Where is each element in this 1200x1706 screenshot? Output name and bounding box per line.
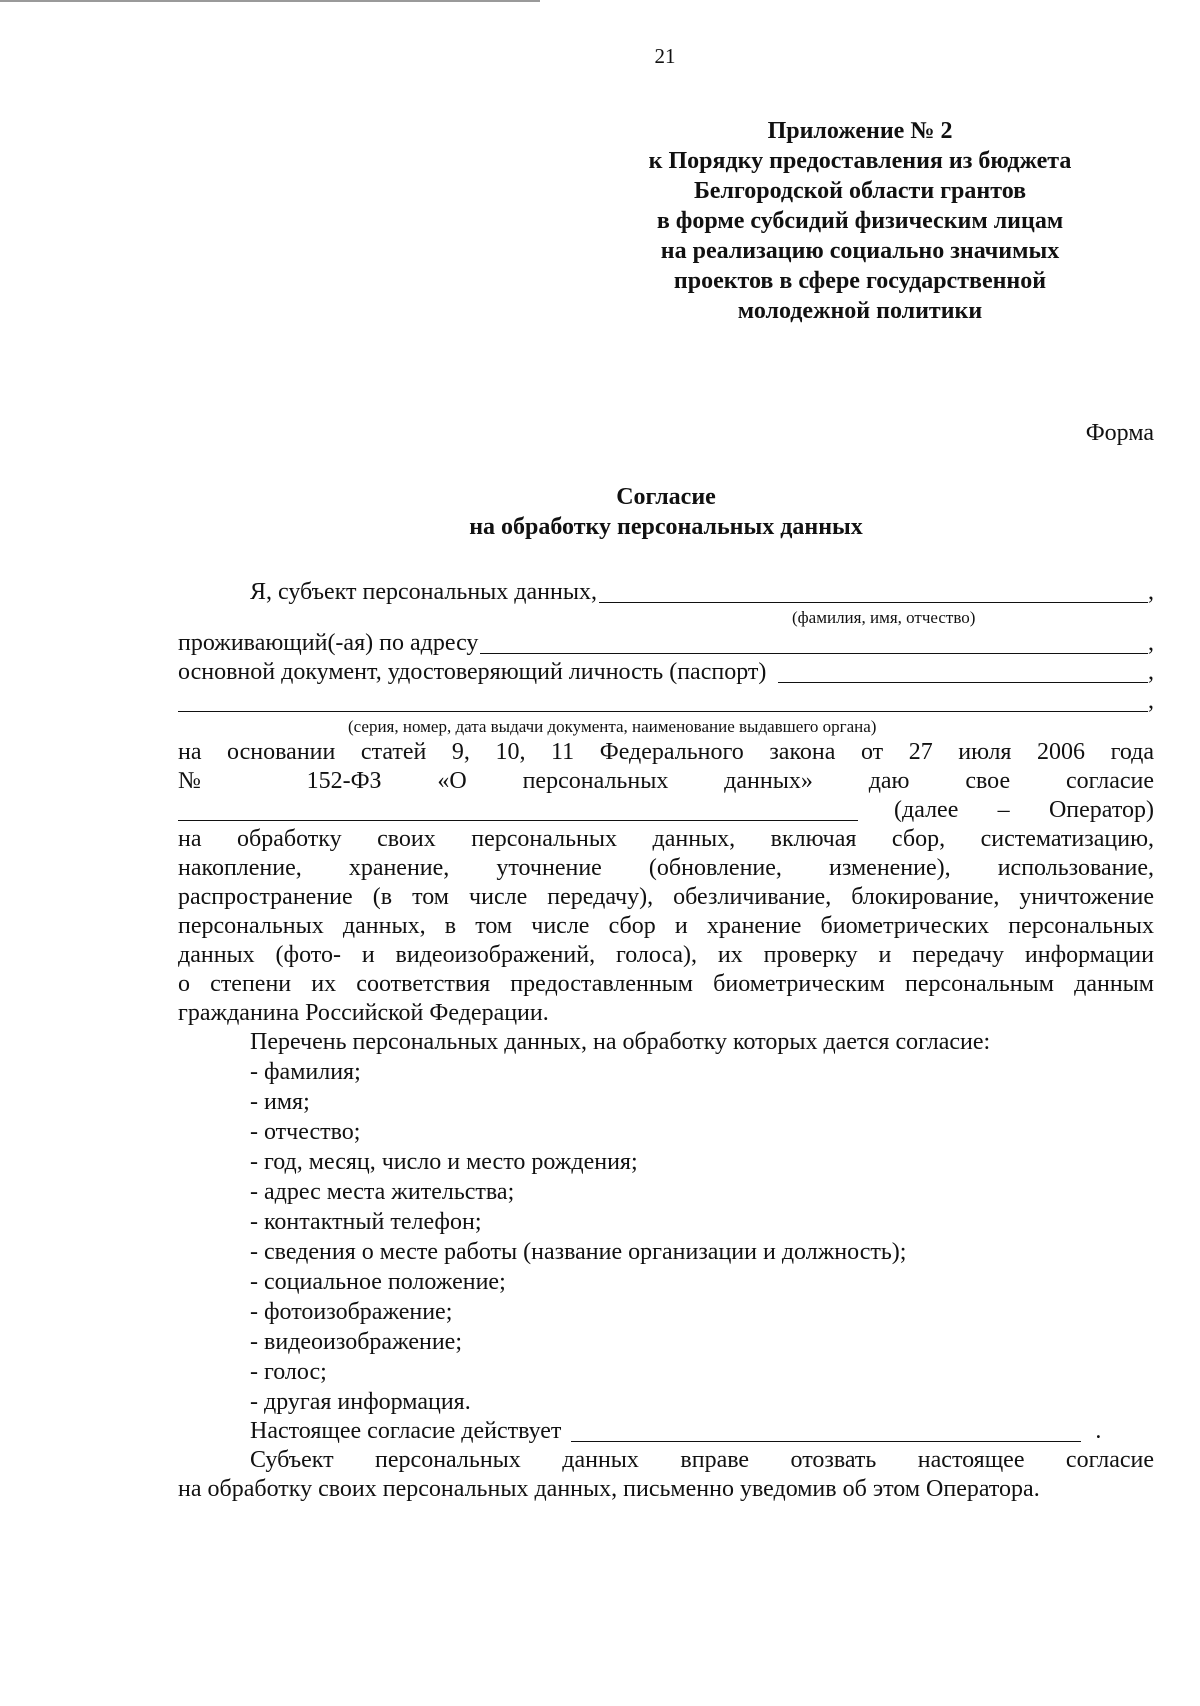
form-label: Форма bbox=[1085, 420, 1154, 446]
validity-label: Настоящее согласие действует bbox=[250, 1418, 562, 1444]
revocation-line: на обработку своих персональных данных, письменно уведомив об этом Оператора. bbox=[178, 1476, 1040, 1502]
list-item: - имя; bbox=[250, 1089, 310, 1115]
document-row bbox=[178, 658, 1154, 687]
title-line: на обработку персональных данных bbox=[469, 514, 863, 540]
appendix-line: Белгородской области грантов bbox=[693, 178, 1027, 204]
list-item: - видеоизображение; bbox=[250, 1329, 463, 1355]
appendix-line: Приложение № 2 bbox=[767, 118, 953, 144]
processing-line: накопление, хранение, уточнение (обновление, изменение), использование, bbox=[178, 855, 1154, 881]
address-label: проживающий(-ая) по адресу bbox=[178, 630, 479, 656]
operator-field[interactable] bbox=[178, 798, 858, 821]
list-intro: Перечень персональных данных, на обработку которых дается согласие: bbox=[250, 1029, 991, 1055]
passport-field[interactable] bbox=[778, 660, 1148, 683]
list-item: - другая информация. bbox=[250, 1389, 471, 1415]
validity-field[interactable] bbox=[571, 1419, 1081, 1442]
list-item: - отчество; bbox=[250, 1119, 361, 1145]
list-item: - социальное положение; bbox=[250, 1269, 506, 1295]
appendix-line: к Порядку предоставления из бюджета bbox=[648, 148, 1072, 174]
operator-word: – bbox=[997, 797, 1010, 823]
subject-label: Я, субъект персональных данных, bbox=[250, 579, 597, 605]
processing-line: персональных данных, в том числе сбор и хранение биометрических персональных bbox=[178, 913, 1154, 939]
scan-edge-line bbox=[0, 0, 540, 2]
subject-row bbox=[178, 578, 1154, 607]
operator-word: Оператор) bbox=[1048, 797, 1154, 823]
operator-note bbox=[858, 796, 1154, 825]
appendix-line: молодежной политики bbox=[737, 298, 983, 324]
appendix-line: на реализацию социально значимых bbox=[660, 238, 1060, 264]
document-caption: (серия, номер, дата выдачи документа, наименование выдавшего органа) bbox=[348, 717, 877, 736]
consent-body bbox=[178, 578, 1154, 1504]
period: . bbox=[1095, 1418, 1102, 1444]
processing-line: на обработку своих персональных данных, включая сбор, систематизацию, bbox=[178, 826, 1154, 852]
processing-line: гражданина Российской Федерации. bbox=[178, 1000, 549, 1026]
comma: , bbox=[1148, 630, 1154, 656]
title-line: Согласие bbox=[616, 484, 716, 510]
document-details-field[interactable] bbox=[178, 689, 1148, 712]
page-number: 21 bbox=[654, 44, 676, 68]
document-details-row bbox=[178, 687, 1154, 716]
operator-word: (далее bbox=[894, 797, 959, 823]
appendix-line: проектов в сфере государственной bbox=[673, 268, 1047, 294]
fio-field[interactable] bbox=[599, 580, 1148, 603]
list-item: - адрес места жительства; bbox=[250, 1179, 515, 1205]
operator-row bbox=[178, 796, 1154, 825]
validity-row bbox=[178, 1417, 1154, 1446]
processing-line: о степени их соответствия предоставленным биометрическим персональным данным bbox=[178, 971, 1154, 997]
processing-line: распространение (в том числе передачу), обезличивание, блокирование, уничтожение bbox=[178, 884, 1154, 910]
document-title bbox=[0, 482, 1200, 542]
list-item: - фотоизображение; bbox=[250, 1299, 453, 1325]
list-item: - контактный телефон; bbox=[250, 1209, 482, 1235]
document-label: основной документ, удостоверяющий личность (паспорт) bbox=[178, 659, 767, 685]
comma: , bbox=[1148, 688, 1154, 714]
address-row bbox=[178, 629, 1154, 658]
basis-line: на основании статей 9, 10, 11 Федерального закона от 27 июля 2006 года bbox=[178, 739, 1154, 765]
comma: , bbox=[1148, 659, 1154, 685]
appendix-header bbox=[610, 116, 1110, 326]
list-item: - фамилия; bbox=[250, 1059, 361, 1085]
list-item: - сведения о месте работы (название организации и должность); bbox=[250, 1239, 907, 1265]
list-item: - голос; bbox=[250, 1359, 327, 1385]
processing-line: данных (фото- и видеоизображений, голоса), их проверку и передачу информации bbox=[178, 942, 1154, 968]
basis-line: № 152-ФЗ «О персональных данных» даю свое согласие bbox=[178, 768, 1154, 794]
revocation-line: Субъект персональных данных вправе отозвать настоящее согласие bbox=[250, 1447, 1154, 1473]
address-field[interactable] bbox=[480, 631, 1148, 654]
fio-caption: (фамилия, имя, отчество) bbox=[792, 608, 976, 627]
comma: , bbox=[1148, 579, 1154, 605]
list-item: - год, месяц, число и место рождения; bbox=[250, 1149, 638, 1175]
appendix-line: в форме субсидий физическим лицам bbox=[656, 208, 1064, 234]
